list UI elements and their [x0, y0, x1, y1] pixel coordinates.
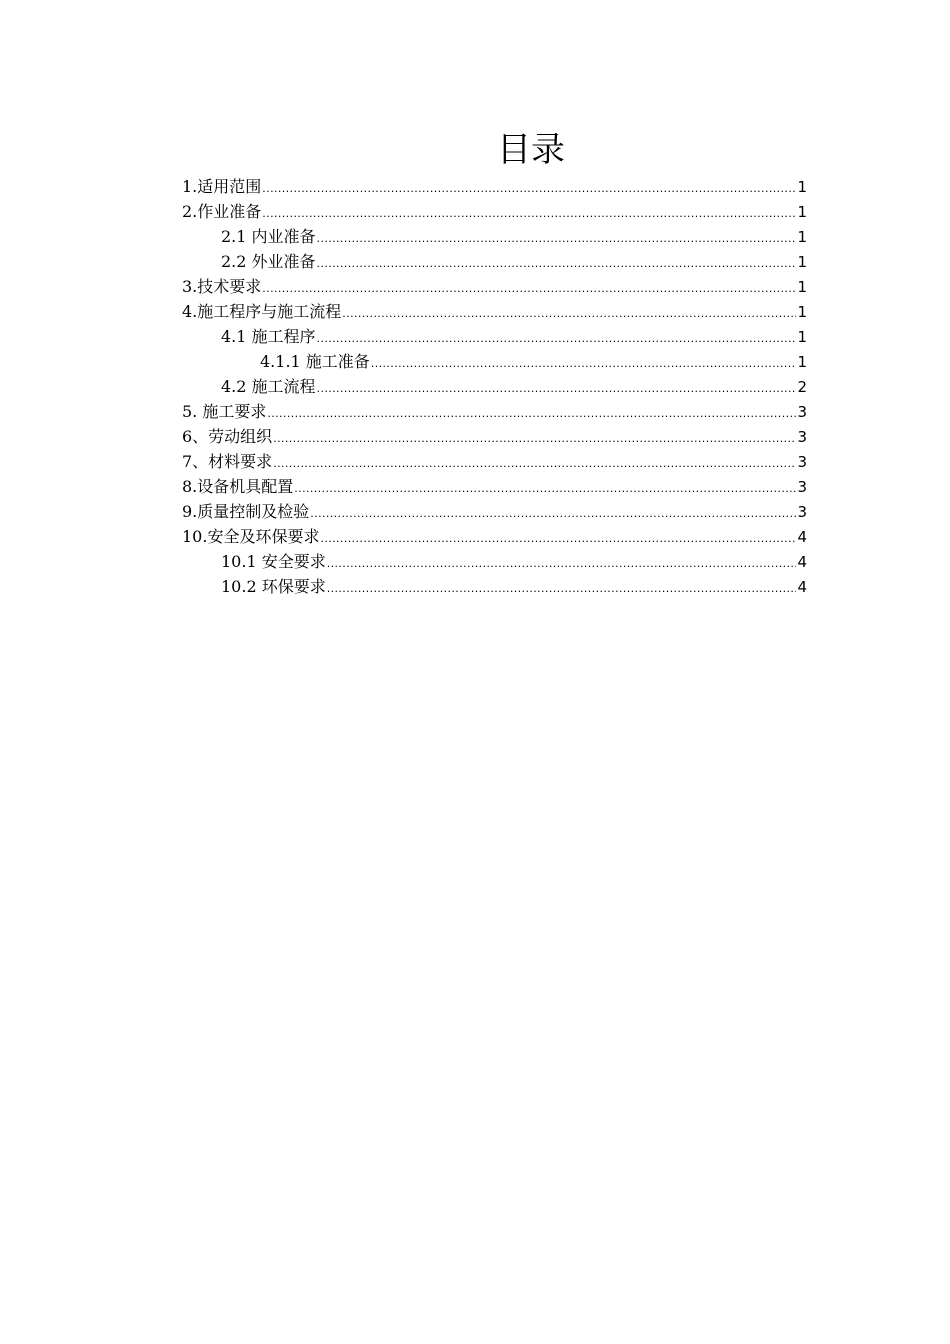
- toc-entry[interactable]: [182, 574, 807, 599]
- toc-dot-leader: [262, 276, 796, 301]
- toc-page-number: 1: [797, 353, 807, 371]
- toc-page-number: 2: [797, 378, 807, 396]
- toc-entry-text: 6、劳动组织: [182, 427, 273, 446]
- toc-dot-leader: [317, 226, 797, 251]
- toc-entry[interactable]: [182, 374, 807, 399]
- toc-page-number: 1: [797, 303, 807, 321]
- toc-dot-leader: [371, 351, 797, 376]
- toc-entry-text: 8.设备机具配置: [182, 477, 294, 496]
- toc-entry[interactable]: [182, 399, 807, 424]
- toc-dot-leader: [262, 176, 796, 201]
- toc-entry-text: 5. 施工要求: [182, 402, 267, 421]
- toc-entry[interactable]: [182, 174, 807, 199]
- toc-page-number: 4: [797, 553, 807, 571]
- toc-entry-text: 4.1 施工程序: [221, 327, 316, 346]
- toc-entry-text: 10.1 安全要求: [221, 552, 326, 571]
- toc-entry[interactable]: [182, 324, 807, 349]
- toc-entry[interactable]: [182, 274, 807, 299]
- toc-entry-text: 2.作业准备: [182, 202, 262, 221]
- toc-entry[interactable]: [182, 449, 807, 474]
- toc-page-number: 3: [797, 453, 807, 471]
- toc-entry-text: 2.2 外业准备: [221, 252, 316, 271]
- toc-page-number: 1: [797, 228, 807, 246]
- toc-dot-leader: [310, 501, 796, 526]
- toc-entry[interactable]: [182, 249, 807, 274]
- toc-page-number: 3: [797, 503, 807, 521]
- toc-entry[interactable]: [182, 499, 807, 524]
- toc-page-number: 3: [797, 478, 807, 496]
- toc-dot-leader: [327, 551, 797, 576]
- toc-list: [182, 174, 807, 599]
- toc-dot-leader: [317, 251, 797, 276]
- toc-entry-text: 1.适用范围: [182, 177, 262, 196]
- toc-entry-text: 2.1 内业准备: [221, 227, 316, 246]
- toc-entry[interactable]: [182, 299, 807, 324]
- toc-entry-text: 7、材料要求: [182, 452, 273, 471]
- toc-entry[interactable]: [182, 524, 807, 549]
- toc-entry[interactable]: [182, 224, 807, 249]
- toc-entry[interactable]: [182, 474, 807, 499]
- toc-dot-leader: [273, 451, 796, 476]
- toc-entry-text: 10.2 环保要求: [221, 577, 326, 596]
- toc-page-number: 4: [797, 578, 807, 596]
- toc-entry[interactable]: [182, 424, 807, 449]
- toc-entry-text: 9.质量控制及检验: [182, 502, 310, 521]
- toc-dot-leader: [294, 476, 796, 501]
- toc-dot-leader: [262, 201, 796, 226]
- toc-dot-leader: [320, 526, 796, 551]
- toc-entry-text: 4.2 施工流程: [221, 377, 316, 396]
- toc-page-number: 3: [797, 403, 807, 421]
- toc-page-number: 1: [797, 253, 807, 271]
- toc-title: 目录: [497, 130, 565, 170]
- toc-page-number: 1: [797, 278, 807, 296]
- toc-entry-text: 3.技术要求: [182, 277, 262, 296]
- toc-dot-leader: [342, 301, 796, 326]
- toc-page-number: 4: [797, 528, 807, 546]
- toc-page-number: 1: [797, 328, 807, 346]
- toc-entry[interactable]: [182, 549, 807, 574]
- toc-dot-leader: [267, 401, 796, 426]
- toc-entry[interactable]: [182, 199, 807, 224]
- toc-dot-leader: [273, 426, 796, 451]
- toc-dot-leader: [317, 376, 797, 401]
- toc-entry-text: 10.安全及环保要求: [182, 527, 320, 546]
- toc-page-number: 1: [797, 178, 807, 196]
- toc-entry[interactable]: [182, 349, 807, 374]
- toc-entry-text: 4.1.1 施工准备: [260, 352, 370, 371]
- toc-dot-leader: [327, 576, 797, 601]
- toc-page-number: 1: [797, 203, 807, 221]
- toc-entry-text: 4.施工程序与施工流程: [182, 302, 342, 321]
- toc-dot-leader: [317, 326, 797, 351]
- toc-page-number: 3: [797, 428, 807, 446]
